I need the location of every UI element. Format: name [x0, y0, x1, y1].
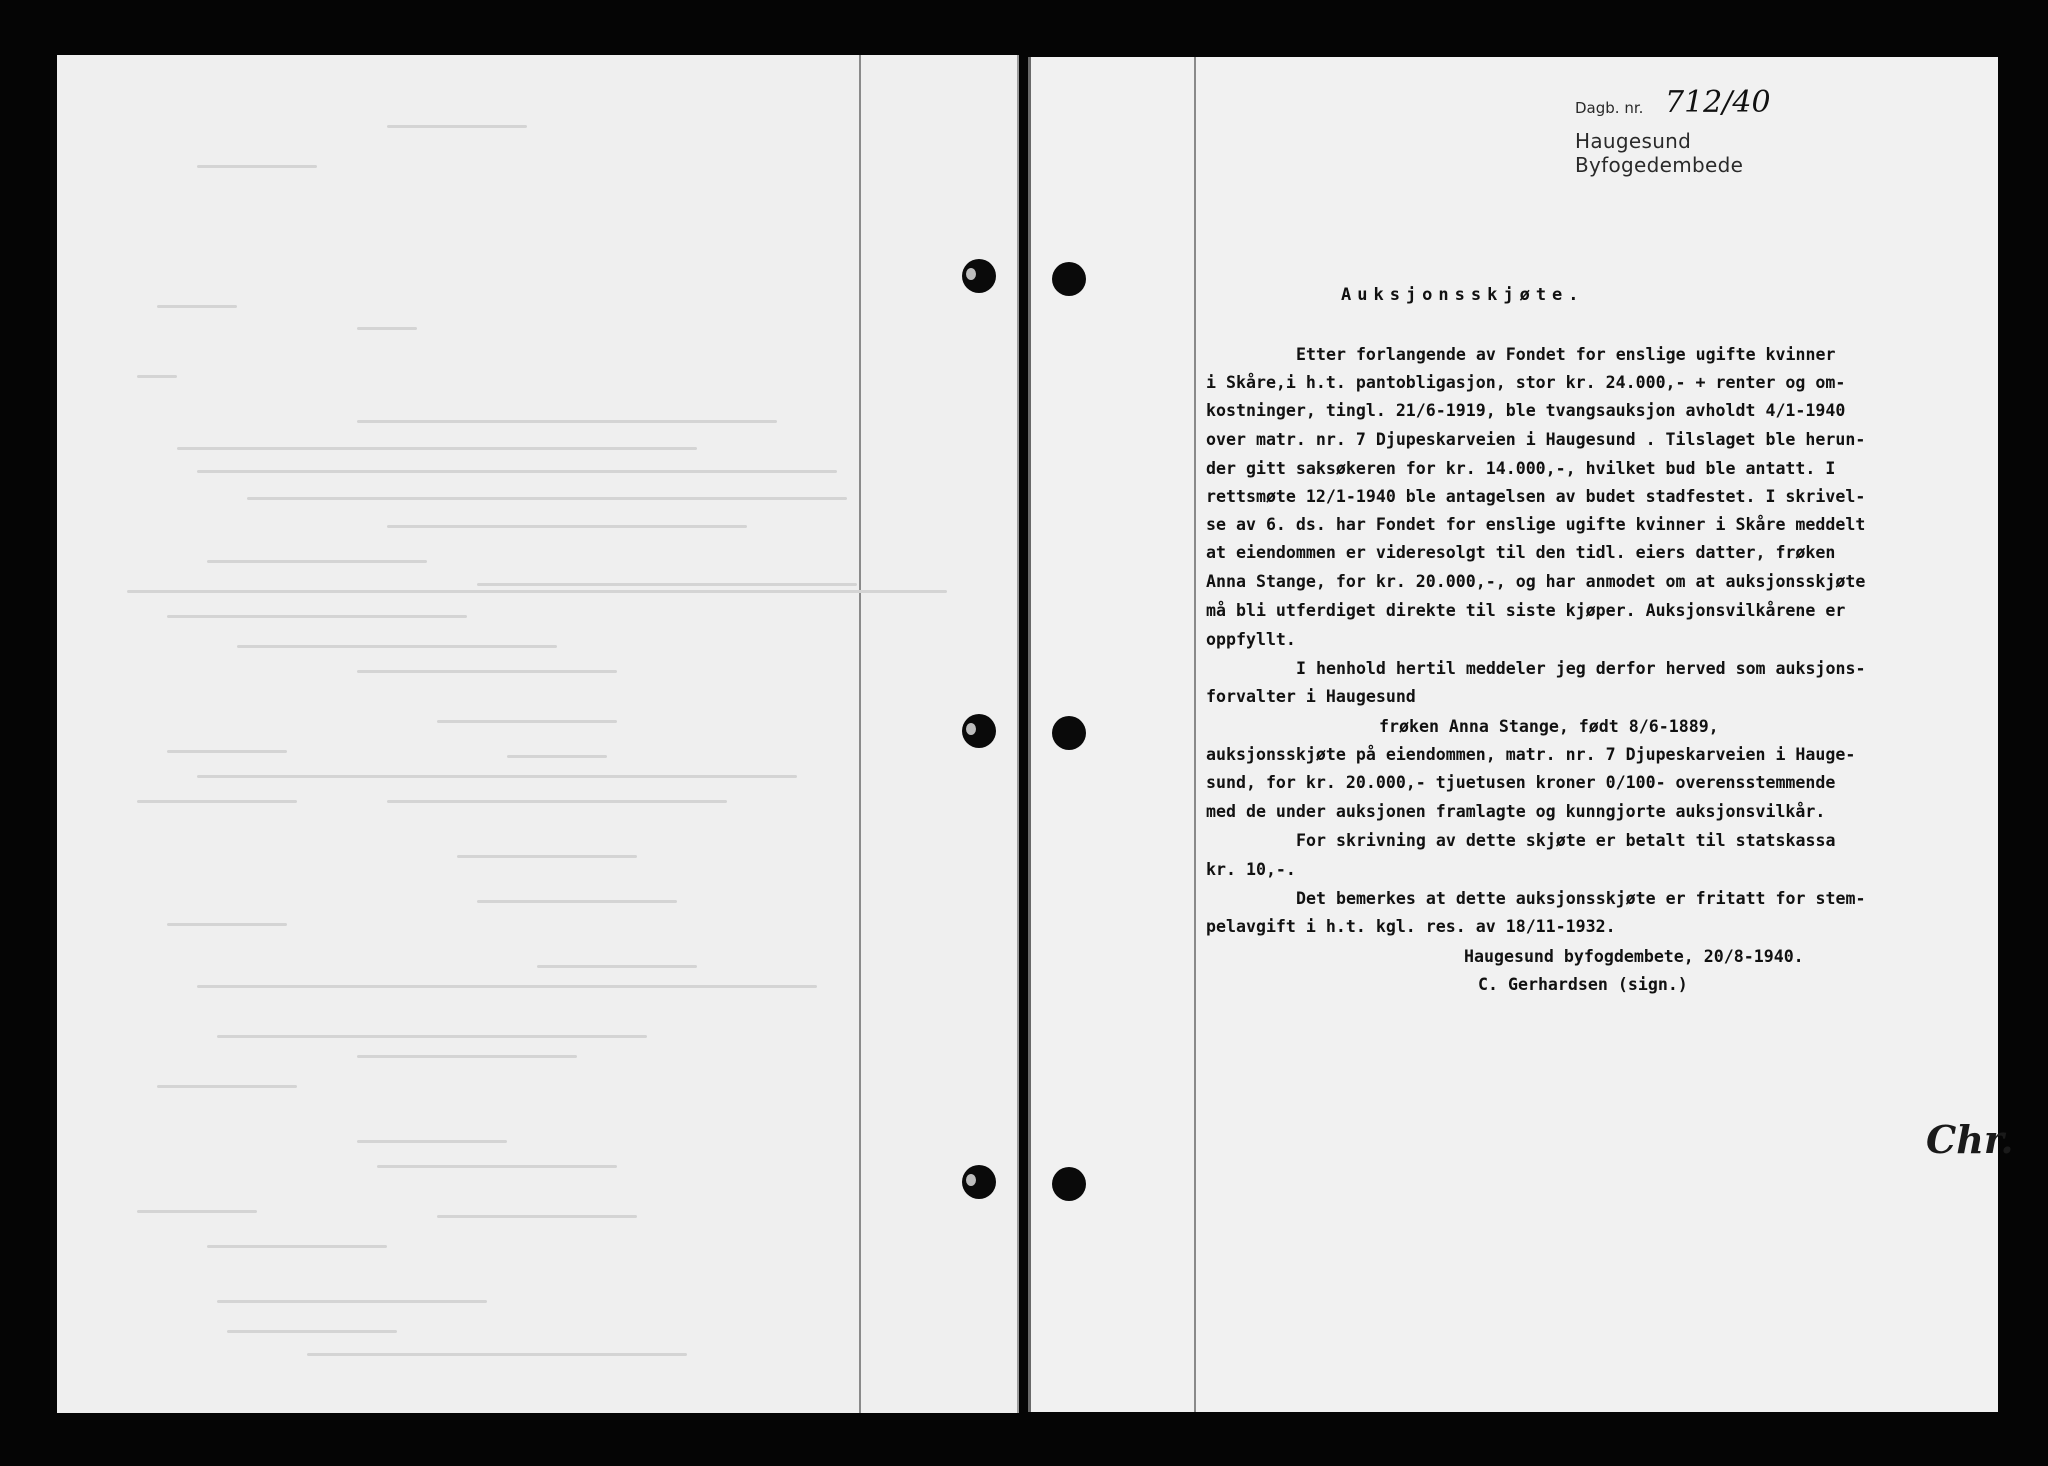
binder-hole [1052, 1167, 1086, 1201]
bleed-through-mark [387, 525, 747, 528]
text-line: I henhold hertil meddeler jeg derfor herved som auksjons- [1296, 659, 1866, 678]
text-line: over matr. nr. 7 Djupeskarveien i Haugesund . Tilslaget ble herun- [1206, 430, 1866, 449]
text-line: auksjonsskjøte på eiendommen, matr. nr. 7 Djupeskarveien i Hauge- [1206, 745, 1856, 764]
bleed-through-mark [197, 775, 797, 778]
text-line: Etter forlangende av Fondet for enslige ugifte kvinner [1296, 345, 1836, 364]
text-line: rettsmøte 12/1-1940 ble antagelsen av budet stadfestet. I skrivel- [1206, 487, 1866, 506]
bleed-through-mark [357, 420, 777, 423]
bleed-through-mark [137, 800, 297, 803]
stamp-office: Haugesund Byfogedembede [1575, 129, 1744, 177]
handwritten-initials: Chr. [1926, 1117, 2014, 1162]
right-page [1028, 57, 2014, 1412]
binder-hole [1052, 716, 1086, 750]
bleed-through-mark [207, 560, 427, 563]
bleed-through-mark [357, 1300, 407, 1303]
text-line: For skrivning av dette skjøte er betalt til statskassa [1296, 831, 1836, 850]
binder-hole [1052, 262, 1086, 296]
stamp-label: Dagb. nr. [1575, 99, 1644, 117]
text-line: pelavgift i h.t. kgl. res. av 18/11-1932. [1206, 917, 1616, 936]
text-line: kr. 10,-. [1206, 860, 1296, 879]
registry-stamp [1575, 85, 1865, 177]
bleed-through-mark [387, 125, 527, 128]
text-line: forvalter i Haugesund [1206, 687, 1416, 706]
bleed-through-mark [127, 590, 947, 593]
text-line: C. Gerhardsen (sign.) [1478, 975, 1688, 994]
text-line: Haugesund byfogdembete, 20/8-1940. [1464, 947, 1804, 966]
bleed-through-mark [167, 923, 287, 926]
document-title: Auksjonsskjøte. [1341, 285, 1585, 305]
bleed-through-mark [507, 755, 607, 758]
bleed-through-mark [357, 670, 617, 673]
bleed-through-mark [377, 1165, 617, 1168]
bleed-through-mark [217, 1300, 487, 1303]
bleed-through-mark [177, 447, 697, 450]
bleed-through-mark [207, 1245, 387, 1248]
text-line: med de under auksjonen framlagte og kunngjorte auksjonsvilkår. [1206, 802, 1826, 821]
bleed-through-mark [197, 470, 837, 473]
bleed-through-mark [387, 800, 727, 803]
bleed-through-mark [157, 1085, 297, 1088]
bleed-through-mark [157, 305, 237, 308]
bleed-through-mark [477, 900, 677, 903]
bleed-through-mark [137, 1210, 257, 1213]
bleed-through-mark [167, 615, 467, 618]
stamp-number: 712/40 [1665, 85, 1771, 120]
text-line: se av 6. ds. har Fondet for enslige ugifte kvinner i Skåre meddelt [1206, 515, 1866, 534]
bleed-through-mark [217, 1035, 647, 1038]
binder-hole [962, 1165, 996, 1199]
bleed-through-mark [167, 750, 287, 753]
bleed-through-mark [537, 965, 697, 968]
bleed-through-mark [247, 497, 847, 500]
text-line: sund, for kr. 20.000,- tjuetusen kroner 0/100- overensstemmende [1206, 773, 1836, 792]
binder-hole [962, 714, 996, 748]
bleed-through-mark [477, 583, 857, 586]
bleed-through-mark [437, 1215, 637, 1218]
text-line: oppfyllt. [1206, 630, 1296, 649]
bleed-through-mark [457, 855, 637, 858]
text-line: kostninger, tingl. 21/6-1919, ble tvangsauksjon avholdt 4/1-1940 [1206, 401, 1846, 420]
bleed-through-mark [137, 375, 177, 378]
text-line: i Skåre,i h.t. pantobligasjon, stor kr. 24.000,- + renter og om- [1206, 373, 1846, 392]
bleed-through-mark [197, 985, 817, 988]
text-line: frøken Anna Stange, født 8/6-1889, [1379, 717, 1719, 736]
text-line: Det bemerkes at dette auksjonsskjøte er fritatt for stem- [1296, 889, 1866, 908]
text-line: at eiendommen er videresolgt til den tidl. eiers datter, frøken [1206, 543, 1836, 562]
text-line: der gitt saksøkeren for kr. 14.000,-, hvilket bud ble antatt. I [1206, 459, 1836, 478]
left-page [57, 55, 1019, 1413]
text-line: må bli utferdiget direkte til siste kjøper. Auksjonsvilkårene er [1206, 601, 1846, 620]
bleed-through-mark [357, 327, 417, 330]
bleed-through-mark [237, 645, 557, 648]
bleed-through-mark [357, 1140, 507, 1143]
text-line: Anna Stange, for kr. 20.000,-, og har anmodet om at auksjonsskjøte [1206, 572, 1866, 591]
margin-rule [1194, 57, 1196, 1412]
bleed-through-mark [197, 165, 317, 168]
binder-hole [962, 259, 996, 293]
bleed-through-mark [227, 1330, 397, 1333]
bleed-through-mark [307, 1353, 687, 1356]
margin-rule [859, 55, 861, 1413]
bleed-through-mark [357, 1055, 577, 1058]
bleed-through-mark [437, 720, 617, 723]
